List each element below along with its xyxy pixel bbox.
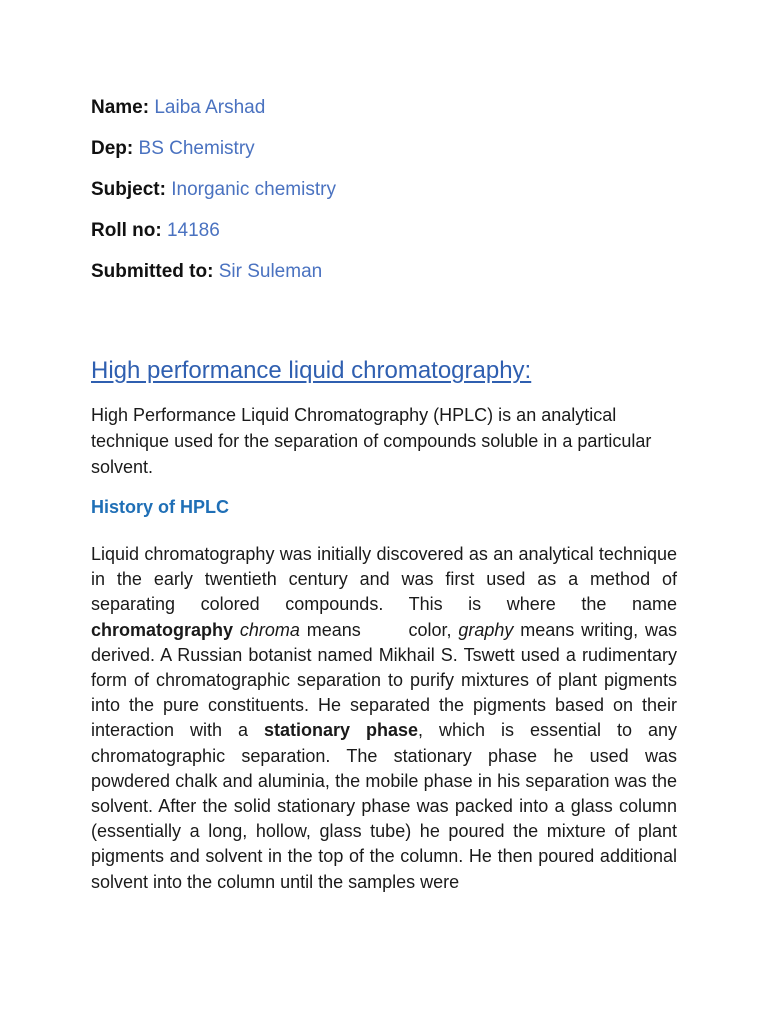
submitted-to-value: Sir Suleman [218,261,323,282]
subject-value: Inorganic chemistry [171,179,336,200]
roll-number-value: 14186 [166,220,220,241]
term-stationary-phase: stationary phase [264,720,419,741]
main-heading: High performance liquid chromatography: [91,357,532,384]
history-text-3: means color, [299,619,459,640]
student-info [91,96,691,301]
history-text-1: Liquid chromatography was initially discovered as an analytical technique in the early twentieth century and was first used as a method of separating colored compounds. This is where the name [91,544,677,615]
term-graphy: graphy [458,619,514,640]
roll-number-row [91,219,691,260]
history-paragraph [91,542,677,895]
history-text-2 [233,620,240,640]
name-value: Laiba Arshad [154,97,266,118]
submitted-to-label: Submitted to: [91,261,214,282]
term-chromatography: chromatography [91,619,234,640]
term-chroma: chroma [239,619,300,640]
roll-number-label: Roll no: [91,220,162,241]
name-row [91,96,691,137]
name-label: Name: [91,97,150,118]
history-heading: History of HPLC [91,497,230,517]
history-text-5: , which is essential to any chromatographic separation. The stationary phase he used was powdered chalk and aluminia, the mobile phase in his separation was the solvent. After the solid stationary phase was packed into a glass column (essentially a long, hollow, glass tube) he poured the mixture of plant pigments and solvent in the top of the column. He then poured additional solvent into the column until the samples were [91,720,677,892]
intro-paragraph: High Performance Liquid Chromatography (HPLC) is an analytical technique used for the separation of compounds soluble in a particular solvent. [91,405,652,477]
department-row [91,137,691,178]
submitted-to-row [91,260,691,301]
subject-label: Subject: [91,179,166,200]
history-text-4: means writing, was derived. A Russian botanist named Mikhail S. Tswett used a rudimentary form of chromatographic separation to purify mixtures of plant pigments into the pure constituents. He separated the pigments based on their interaction with a [91,619,677,741]
subject-row [91,178,691,219]
department-label: Dep: [91,138,134,159]
department-value: BS Chemistry [138,138,255,159]
